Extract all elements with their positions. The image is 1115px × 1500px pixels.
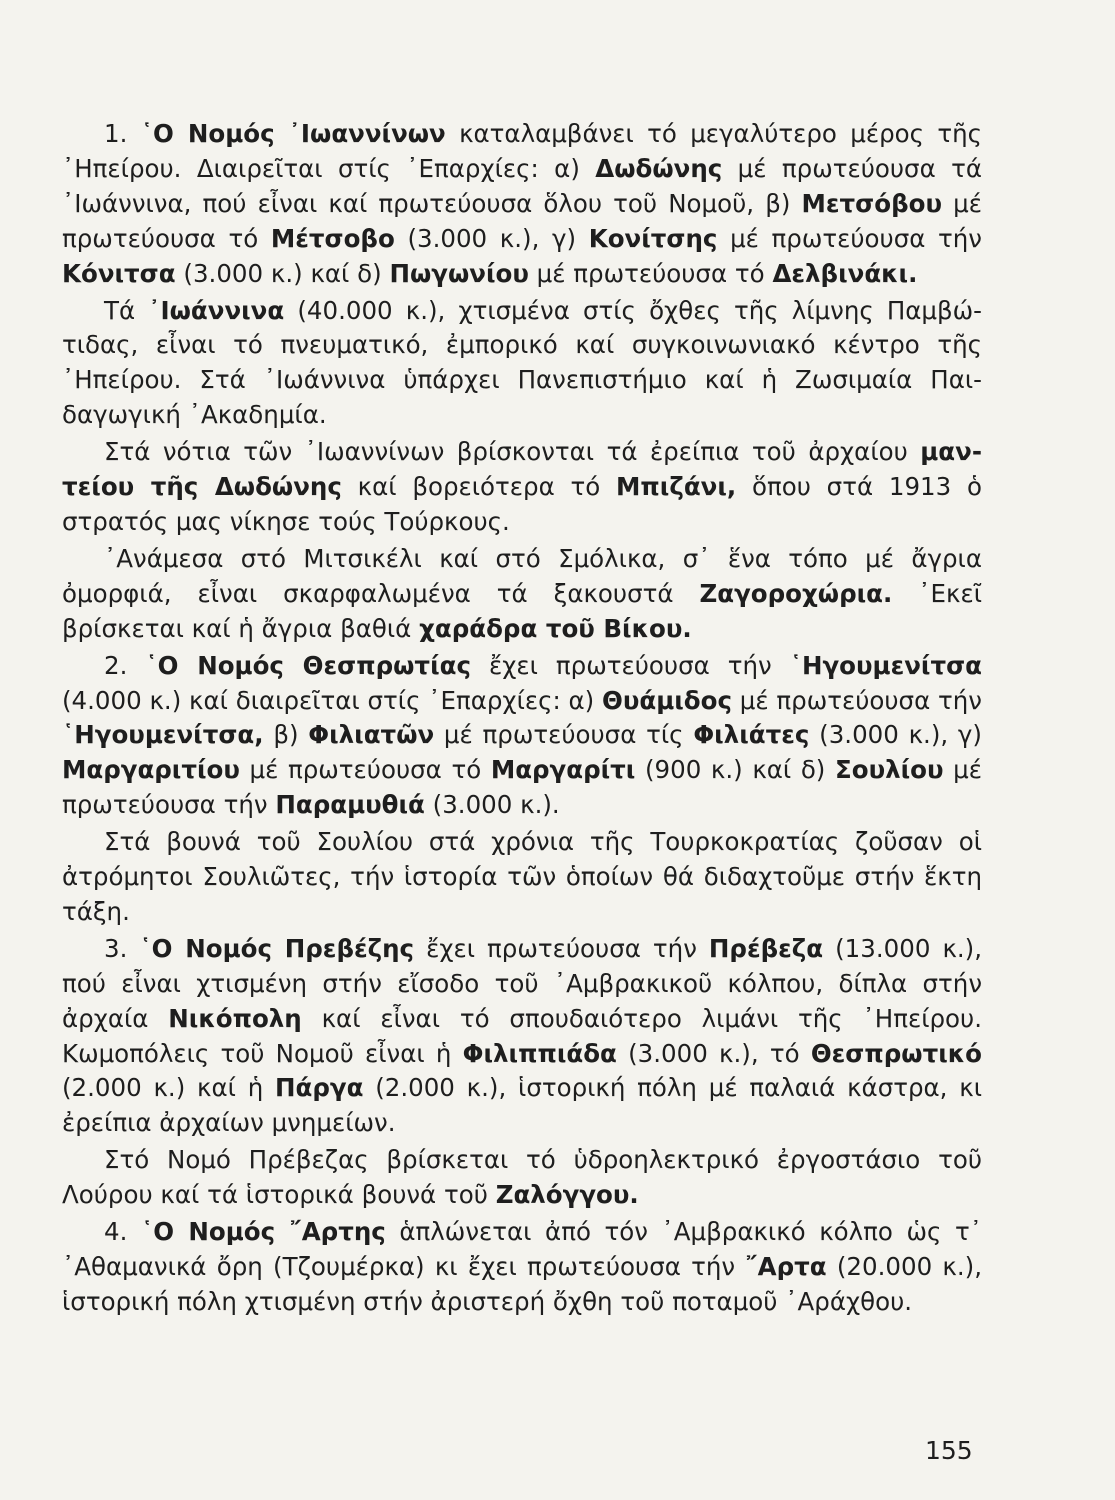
text-run: (900 κ.) καί δ): [635, 755, 835, 785]
text-run: ἔχει πρωτεύουσα τήν: [470, 650, 790, 680]
text-run: (3.000 κ.), γ): [394, 223, 589, 253]
text-run: μέ πρωτεύουσα τήν: [62, 755, 982, 820]
paragraph: [62, 435, 982, 540]
bold-term: Πωγωνίου: [389, 258, 529, 288]
bold-term: Παραμυθιά: [275, 790, 425, 820]
text-run: καί βορειότερα τό: [341, 472, 617, 502]
text-run: (3.000 κ.).: [424, 790, 560, 820]
bold-term: Πάργα: [275, 1073, 364, 1103]
text-run: μέ πρωτεύουσα τήν: [732, 685, 982, 715]
paragraph: [62, 649, 982, 824]
bold-term: ῾Ο Νομός Θεσπρωτίας: [145, 650, 471, 680]
text-run: ᾽Ανάμεσα στό Μιτσικέλι καί στό Σμόλικα, σ᾽ ἕνα τόπο μέ ἄγρια ὀμορφιά, εἶναι σκαρφαλωμένα τά ξακουστά: [62, 543, 982, 608]
text-run: 3.: [104, 933, 140, 963]
text-run: (3.000 κ.), γ): [809, 720, 982, 750]
text-run: (13.000 κ.), πού εἶναι χτισμένη στήν εἴσοδο τοῦ ᾽Αμβρακικοῦ κόλπου, δίπλα στήν ἀρχαία: [62, 933, 983, 1033]
page-body-text: [62, 117, 982, 1320]
text-run: 2.: [104, 650, 146, 680]
text-run: ᾽Εκεῖ βρίσκεται καί ἡ ἄγρια βαθιά: [62, 578, 982, 643]
paragraph: [62, 117, 982, 292]
bold-term: ῾Ο Νομός ῎Αρτης: [140, 1217, 386, 1247]
bold-term: χαράδρα τοῦ Βίκου.: [419, 613, 692, 643]
text-run: (40.000 κ.), χτισμένα στίς ὄχθες τῆς λίμνης Παμβώτιδας, εἶναι τό πνευματικό, ἐμπορικό καί συγκοινωνιακό κέντρο τῆς ᾽Ηπείρου. Στά ᾽Ιωάννινα ὑπάρχει Πανεπιστήμιο καί ἡ Ζωσιμαία Παιδαγωγική ᾽Ακαδημία.: [62, 295, 983, 430]
bold-term: ᾽Ιωάννινα: [148, 295, 285, 325]
bold-term: ῾Ο Νομός ᾽Ιωαννίνων: [140, 119, 446, 148]
bold-term: Δωδώνης: [595, 153, 723, 183]
bold-term: Θεσπρωτικό: [810, 1038, 982, 1068]
bold-term: Μέτσοβο: [270, 223, 395, 253]
paragraph: [62, 825, 982, 930]
text-run: (3.000 κ.) καί δ): [175, 258, 390, 288]
text-run: Τά: [104, 295, 149, 325]
bold-term: Φιλιάτες: [693, 720, 810, 750]
text-run: Στό Νομό Πρέβεζας βρίσκεται τό ὑδροηλεκτρικό ἐργοστάσιο τοῦ Λούρου καί τά ἱστορικά βουνά τοῦ: [62, 1145, 982, 1210]
bold-term: Μπιζάνι,: [616, 472, 737, 502]
bold-term: Ζαλόγγου.: [495, 1180, 639, 1210]
bold-term: Μετσόβου: [801, 188, 943, 218]
bold-term: ῾Ο Νομός Πρεβέζης: [139, 933, 415, 963]
text-run: (2.000 κ.), ἱστορική πόλη μέ παλαιά κάστρα, κι ἐρείπια ἀρχαίων μνημείων.: [62, 1073, 982, 1138]
bold-term: Ζαγοροχώρια.: [699, 578, 893, 608]
bold-term: Φιλιατῶν: [308, 720, 435, 750]
bold-term: ῾Ηγουμενίτσα: [789, 650, 983, 680]
text-run: καταλαμβάνει τό μεγαλύτερο μέρος τῆς ᾽Ηπείρου. Διαιρεῖται στίς ᾽Επαρχίες: α): [62, 119, 982, 183]
text-run: ἁπλώνεται ἀπό τόν ᾽Αμβρακικό κόλπο ὡς τ᾽ ᾽Αθαμανικά ὄρη (Τζουμέρκα) κι ἔχει πρωτεύουσα τήν: [62, 1217, 982, 1281]
bold-term: Κονίτσης: [588, 223, 718, 253]
text-run: (2.000 κ.) καί ἡ: [62, 1073, 276, 1103]
bold-term: Νικόπολη: [168, 1003, 302, 1033]
paragraph: [62, 1143, 982, 1213]
page-number: 155: [925, 1436, 973, 1465]
text-run: (4.000 κ.) καί διαιρεῖται στίς ᾽Επαρχίες: α): [62, 685, 603, 715]
bold-term: Δελβινάκι.: [772, 258, 918, 288]
bold-term: ῾Ηγουμενίτσα,: [62, 720, 264, 750]
text-run: Στά βουνά τοῦ Σουλίου στά χρόνια τῆς Τουρκοκρατίας ζοῦσαν οἱ ἀτρόμητοι Σουλιῶτες, τήν ἱστορία τῶν ὁποίων θά διδαχτοῦμε στήν ἕκτη τάξη.: [62, 827, 982, 926]
paragraph: [62, 932, 982, 1141]
text-run: 1.: [104, 119, 141, 148]
text-run: 4.: [104, 1217, 141, 1247]
bold-term: Θυάμιδος: [602, 685, 732, 715]
bold-term: Μαργαριτίου: [62, 755, 240, 785]
bold-term: Κόνιτσα: [62, 258, 176, 288]
bold-term: Σουλίου: [835, 755, 944, 785]
text-run: ἔχει πρωτεύουσα τήν: [414, 933, 709, 963]
text-run: μέ πρωτεύουσα τό: [239, 755, 491, 785]
text-run: β): [263, 720, 309, 750]
text-run: καί εἶναι τό σπουδαιότερο λιμάνι τῆς ᾽Ηπείρου. Κωμοπόλεις τοῦ Νομοῦ εἶναι ἡ: [62, 1003, 982, 1068]
text-run: μέ πρωτεύουσα τίς: [434, 720, 694, 750]
text-run: μέ πρωτεύουσα τά ᾽Ιωάννινα, πού εἶναι καί πρωτεύουσα ὅλου τοῦ Νομοῦ, β): [62, 153, 982, 218]
paragraph: [62, 1215, 982, 1320]
text-run: μέ πρωτεύουσα τό: [62, 188, 982, 253]
text-run: Στά νότια τῶν ᾽Ιωαννίνων βρίσκονται τά ἐρείπια τοῦ ἀρχαίου: [104, 437, 921, 467]
bold-term: μαντείου τῆς Δωδώνης: [62, 437, 982, 502]
bold-term: ῎Αρτα: [745, 1252, 827, 1281]
bold-term: Μαργαρίτι: [490, 755, 636, 785]
text-run: μέ πρωτεύουσα τό: [528, 258, 773, 288]
text-run: (3.000 κ.), τό: [616, 1038, 811, 1068]
paragraph: [62, 294, 982, 434]
text-run: (20.000 κ.), ἱστορική πόλη χτισμένη στήν ἀριστερή ὄχθη τοῦ ποταμοῦ ᾽Αράχθου.: [62, 1252, 982, 1316]
bold-term: Φιλιππιάδα: [462, 1038, 617, 1068]
text-run: ὅπου στά 1913 ὁ στρατός μας νίκησε τούς Τούρκους.: [62, 472, 983, 536]
bold-term: Πρέβεζα: [708, 933, 824, 963]
text-run: μέ πρωτεύουσα τήν: [717, 223, 982, 253]
paragraph: [62, 542, 982, 647]
